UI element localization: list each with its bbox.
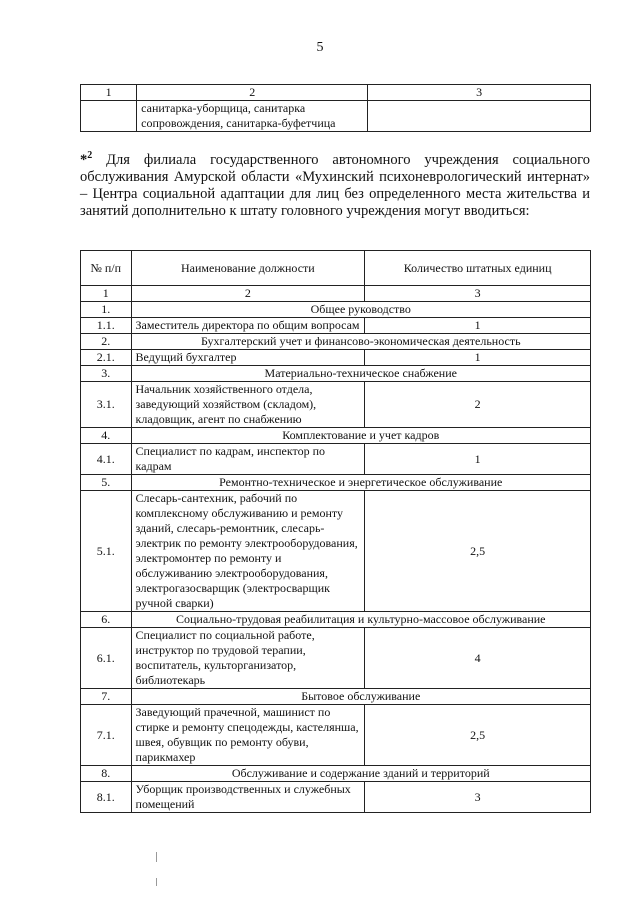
- section-title: Общее руководство: [131, 302, 590, 318]
- section-row: [81, 366, 591, 382]
- section-title: Социально-трудовая реабилитация и культурно-массовое обслуживание: [131, 612, 590, 628]
- section-title: Материально-техническое снабжение: [131, 366, 590, 382]
- position-count: 3: [365, 782, 591, 813]
- footnote-mark: *$^2$: [80, 150, 93, 168]
- footnote-text: Для филиала государственного автономного учреждения социального обслуживания Амурской области «Мухинский психоневрологический интернат» – Центра социальной адаптации для лиц без определенного места жительства и занятий дополнительно к штату головного учреждения могут вводиться:: [80, 151, 591, 219]
- section-title: Комплектование и учет кадров: [131, 428, 590, 444]
- header-staff-count: Количество штатных единиц: [365, 251, 591, 286]
- position-name: Специалист по социальной работе, инструктор по трудовой терапии, воспитатель, культорганизатор, библиотекарь: [131, 628, 365, 689]
- position-name: Специалист по кадрам, инспектор по кадрам: [131, 444, 365, 475]
- section-row: [81, 334, 591, 350]
- column-number-3: 3: [368, 85, 591, 101]
- position-row: [81, 444, 591, 475]
- margin-mark: [156, 852, 157, 862]
- staff-table-body: [81, 302, 591, 813]
- numbering-col-1: 1: [81, 286, 132, 302]
- position-name: Заведующий прачечной, машинист по стирке и ремонту спецодежды, кастелянша, швея, обувщик по ремонту обуви, парикмахер: [131, 705, 365, 766]
- continuation-row: [81, 101, 591, 132]
- numbering-col-3: 3: [365, 286, 591, 302]
- position-count: 1: [365, 444, 591, 475]
- position-name: Ведущий бухгалтер: [131, 350, 365, 366]
- page-number: 5: [316, 40, 324, 55]
- continuation-table: [80, 84, 591, 132]
- section-row: [81, 475, 591, 491]
- section-title: Бухгалтерский учет и финансово-экономическая деятельность: [131, 334, 590, 350]
- numbering-col-2: 2: [131, 286, 365, 302]
- position-number: 4.1.: [81, 444, 132, 475]
- section-row: [81, 428, 591, 444]
- header-position-name: Наименование должности: [131, 251, 365, 286]
- section-number: 3.: [81, 366, 132, 382]
- position-row: [81, 628, 591, 689]
- position-count: 2,5: [365, 705, 591, 766]
- position-number: 8.1.: [81, 782, 132, 813]
- position-row: [81, 491, 591, 612]
- position-count: 1: [365, 318, 591, 334]
- continuation-header-row: [81, 85, 591, 101]
- position-row: [81, 382, 591, 428]
- section-row: [81, 612, 591, 628]
- section-number: 2.: [81, 334, 132, 350]
- header-number: № п/п: [81, 251, 132, 286]
- staff-table-numbering: [81, 286, 591, 302]
- position-name: Уборщик производственных и служебных помещений: [131, 782, 365, 813]
- column-number-2: 2: [137, 85, 368, 101]
- position-name: Начальник хозяйственного отдела, заведующий хозяйством (складом), кладовщик, агент по снабжению: [131, 382, 365, 428]
- section-number: 8.: [81, 766, 132, 782]
- margin-mark: [156, 878, 157, 886]
- position-row: [81, 350, 591, 366]
- position-row: [81, 318, 591, 334]
- continuation-row-num: [81, 101, 137, 132]
- section-number: 5.: [81, 475, 132, 491]
- position-name: Заместитель директора по общим вопросам: [131, 318, 365, 334]
- column-number-1: 1: [81, 85, 137, 101]
- continuation-row-count: [368, 101, 591, 132]
- position-count: 2,5: [365, 491, 591, 612]
- section-number: 4.: [81, 428, 132, 444]
- continuation-row-name: санитарка-уборщица, санитарка сопровождения, санитарка-буфетчица: [137, 101, 368, 132]
- section-row: [81, 302, 591, 318]
- position-count: 2: [365, 382, 591, 428]
- position-number: 3.1.: [81, 382, 132, 428]
- position-number: 6.1.: [81, 628, 132, 689]
- section-number: 6.: [81, 612, 132, 628]
- position-row: [81, 782, 591, 813]
- footnote-paragraph: [80, 147, 590, 220]
- section-title: Ремонтно-техническое и энергетическое обслуживание: [131, 475, 590, 491]
- section-title: Бытовое обслуживание: [131, 689, 590, 705]
- position-count: 4: [365, 628, 591, 689]
- staff-table: [80, 250, 591, 813]
- section-number: 1.: [81, 302, 132, 318]
- position-count: 1: [365, 350, 591, 366]
- position-row: [81, 705, 591, 766]
- section-row: [81, 766, 591, 782]
- position-number: 1.1.: [81, 318, 132, 334]
- section-row: [81, 689, 591, 705]
- position-number: 7.1.: [81, 705, 132, 766]
- position-number: 5.1.: [81, 491, 132, 612]
- section-number: 7.: [81, 689, 132, 705]
- section-title: Обслуживание и содержание зданий и территорий: [131, 766, 590, 782]
- position-name: Слесарь-сантехник, рабочий по комплексному обслуживанию и ремонту зданий, слесарь-ремонтник, слесарь-электрик по ремонту электрооборудования, электромонтер по ремонту и обслуживанию электрооборудования, электрогазосварщик (электросварщик ручной сварки): [131, 491, 365, 612]
- position-number: 2.1.: [81, 350, 132, 366]
- staff-table-header: [81, 251, 591, 286]
